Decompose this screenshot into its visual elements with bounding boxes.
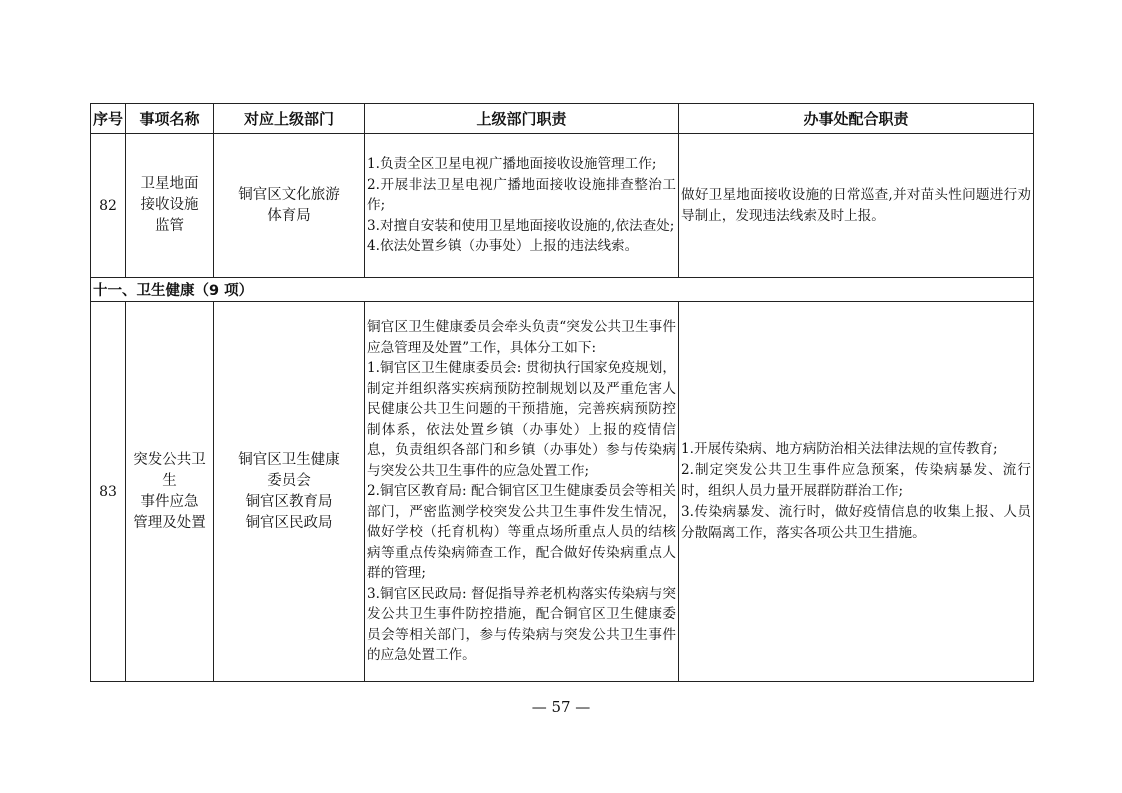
- item-name-line: 卫星地面: [140, 176, 199, 192]
- dept-line: 委员会: [267, 472, 311, 489]
- section-row: [91, 278, 1034, 302]
- duty-item: 1.负责全区卫星电视广播地面接收设施管理工作;: [367, 156, 657, 173]
- row-dept: [214, 134, 365, 278]
- assist-item: 2.制定突发公共卫生事件应急预案，传染病暴发、流行时，组织人员力量开展群防群治工作;: [681, 462, 1031, 499]
- header-item: 事项名称: [126, 104, 214, 134]
- duty-item: 1.铜官区卫生健康委员会: 贯彻执行国家免疫规划，制定并组织落实疾病预防控制规划以及严重危害人民健康公共卫生问题的干预措施，完善疾病预防控制体系，依法处置乡镇（办事处）上报的疫情信息，负责组织各部门和乡镇（办事处）参与传染病与突发公共卫生事件的应急处置工作;: [367, 360, 676, 479]
- item-name-line: 接收设施: [140, 197, 199, 213]
- assist-item: 3.传染病暴发、流行时，做好疫情信息的收集上报、人员分散隔离工作，落实各项公共卫生措施。: [681, 504, 1031, 541]
- dept-line: 铜官区卫生健康: [238, 451, 340, 468]
- duty-item: 2.开展非法卫星电视广播地面接收设施排查整治工作;: [367, 176, 676, 214]
- duty-item: 4.依法处置乡镇（办事处）上报的违法线索。: [367, 238, 639, 255]
- duty-item: 3.对擅自安装和使用卫星地面接收设施的,依法查处;: [367, 217, 675, 234]
- assist-item: 1.开展传染病、地方病防治相关法律法规的宣传教育;: [681, 441, 998, 457]
- responsibility-table: [90, 103, 1034, 682]
- item-name-line: 事件应急: [140, 493, 199, 510]
- row-assist: [679, 302, 1034, 682]
- header-duty: 上级部门职责: [365, 104, 679, 134]
- dept-line: 铜官区教育局: [245, 493, 333, 510]
- item-name-line: 突发公共卫生: [133, 451, 206, 489]
- section-title: 十一、卫生健康（9 项）: [91, 278, 1034, 302]
- row-item-name: [126, 134, 214, 278]
- row-item-name: [126, 302, 214, 682]
- dept-line: 体育局: [267, 207, 311, 224]
- duty-item: 铜官区卫生健康委员会牵头负责“突发公共卫生事件应急管理及处置”工作，具体分工如下:: [367, 319, 676, 356]
- header-dept: 对应上级部门: [214, 104, 365, 134]
- row-dept: [214, 302, 365, 682]
- duty-item: 2.铜官区教育局: 配合铜官区卫生健康委员会等相关部门，严密监测学校突发公共卫生事件发生情况，做好学校（托育机构）等重点场所重点人员的结核病等重点传染病筛查工作，配合做好传染病重点人群的管理;: [367, 483, 676, 582]
- row-duty: [365, 134, 679, 278]
- item-name-line: 监管: [155, 218, 184, 234]
- header-assist: 办事处配合职责: [679, 104, 1034, 134]
- row-duty: [365, 302, 679, 682]
- duty-item: 3.铜官区民政局: 督促指导养老机构落实传染病与突发公共卫生事件防控措施，配合铜官区卫生健康委员会等相关部门，参与传染病与突发公共卫生事件的应急处置工作。: [367, 585, 676, 664]
- table-row-83: [91, 302, 1034, 682]
- row-seq: 83: [91, 302, 126, 682]
- item-name-line: 管理及处置: [133, 514, 206, 531]
- page-number: — 57 —: [531, 698, 591, 716]
- dept-line: 铜官区民政局: [245, 514, 333, 531]
- dept-line: 铜官区文化旅游: [238, 186, 340, 203]
- header-seq: 序号: [91, 104, 126, 134]
- row-assist: 做好卫星地面接收设施的日常巡查,并对苗头性问题进行劝导制止，发现违法线索及时上报。: [679, 134, 1034, 278]
- table-header-row: [91, 104, 1034, 134]
- row-seq: 82: [91, 134, 126, 278]
- table-row-82: [91, 134, 1034, 278]
